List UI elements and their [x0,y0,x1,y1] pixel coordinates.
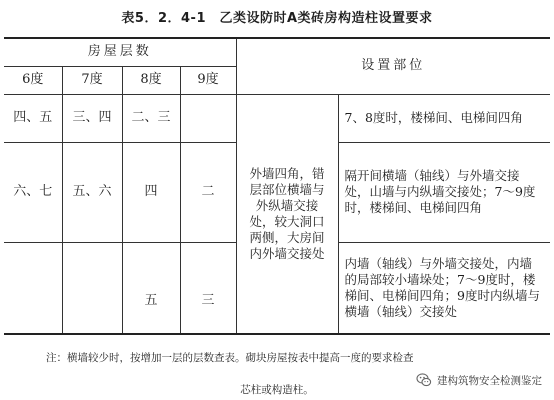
cell-8-degree: 五 [122,242,180,334]
cell-6-degree [4,242,62,334]
cell-9-degree [180,94,236,142]
cell-8-degree: 四 [122,142,180,242]
degree-header-7: 7度 [62,66,122,94]
cell-6-degree: 六、七 [4,142,62,242]
watermark-text: 建构筑物安全检测鉴定 [437,374,542,387]
construction-column-table [4,37,550,335]
degree-header-9: 9度 [180,66,236,94]
cell-6-degree: 四、五 [4,94,62,142]
cell-9-degree: 二 [180,142,236,242]
cell-9-degree: 三 [180,242,236,334]
cell-8-degree: 二、三 [122,94,180,142]
table-note: 注：横墙较少时，按增加一层的层数查表。砌块房屋按表中提高一度的要求检查 [46,352,414,364]
floor-count-header: 房屋层数 [4,38,236,66]
degree-header-8: 8度 [122,66,180,94]
table-row [4,94,550,142]
location-header: 设置部位 [236,38,550,94]
location-row-1: 7、8度时，楼梯间、电梯间四角 [338,94,550,142]
degree-header-6: 6度 [4,66,62,94]
cell-7-degree: 五、六 [62,142,122,242]
watermark [416,372,542,388]
table-note-continued: 芯柱或构造柱。 [240,384,314,396]
location-row-2: 隔开间横墙（轴线）与外墙交接处，山墙与内纵墙交接处；7～9度时，楼梯间、电梯间四角 [338,142,550,242]
location-row-3: 内墙（轴线）与外墙交接处，内墙的局部较小墙垛处；7～9度时，楼梯间、电梯间四角；9度时内纵墙与横墙（轴线）交接处 [338,242,550,334]
cell-7-degree [62,242,122,334]
wechat-icon [416,372,432,388]
table-title: 表5．2．4-1 乙类设防时A类砖房构造柱设置要求 [121,11,433,26]
common-location: 外墙四角，错层部位横墙与外纵墙交接处，较大洞口两侧，大房间内外墙交接处 [236,94,338,334]
cell-7-degree: 三、四 [62,94,122,142]
